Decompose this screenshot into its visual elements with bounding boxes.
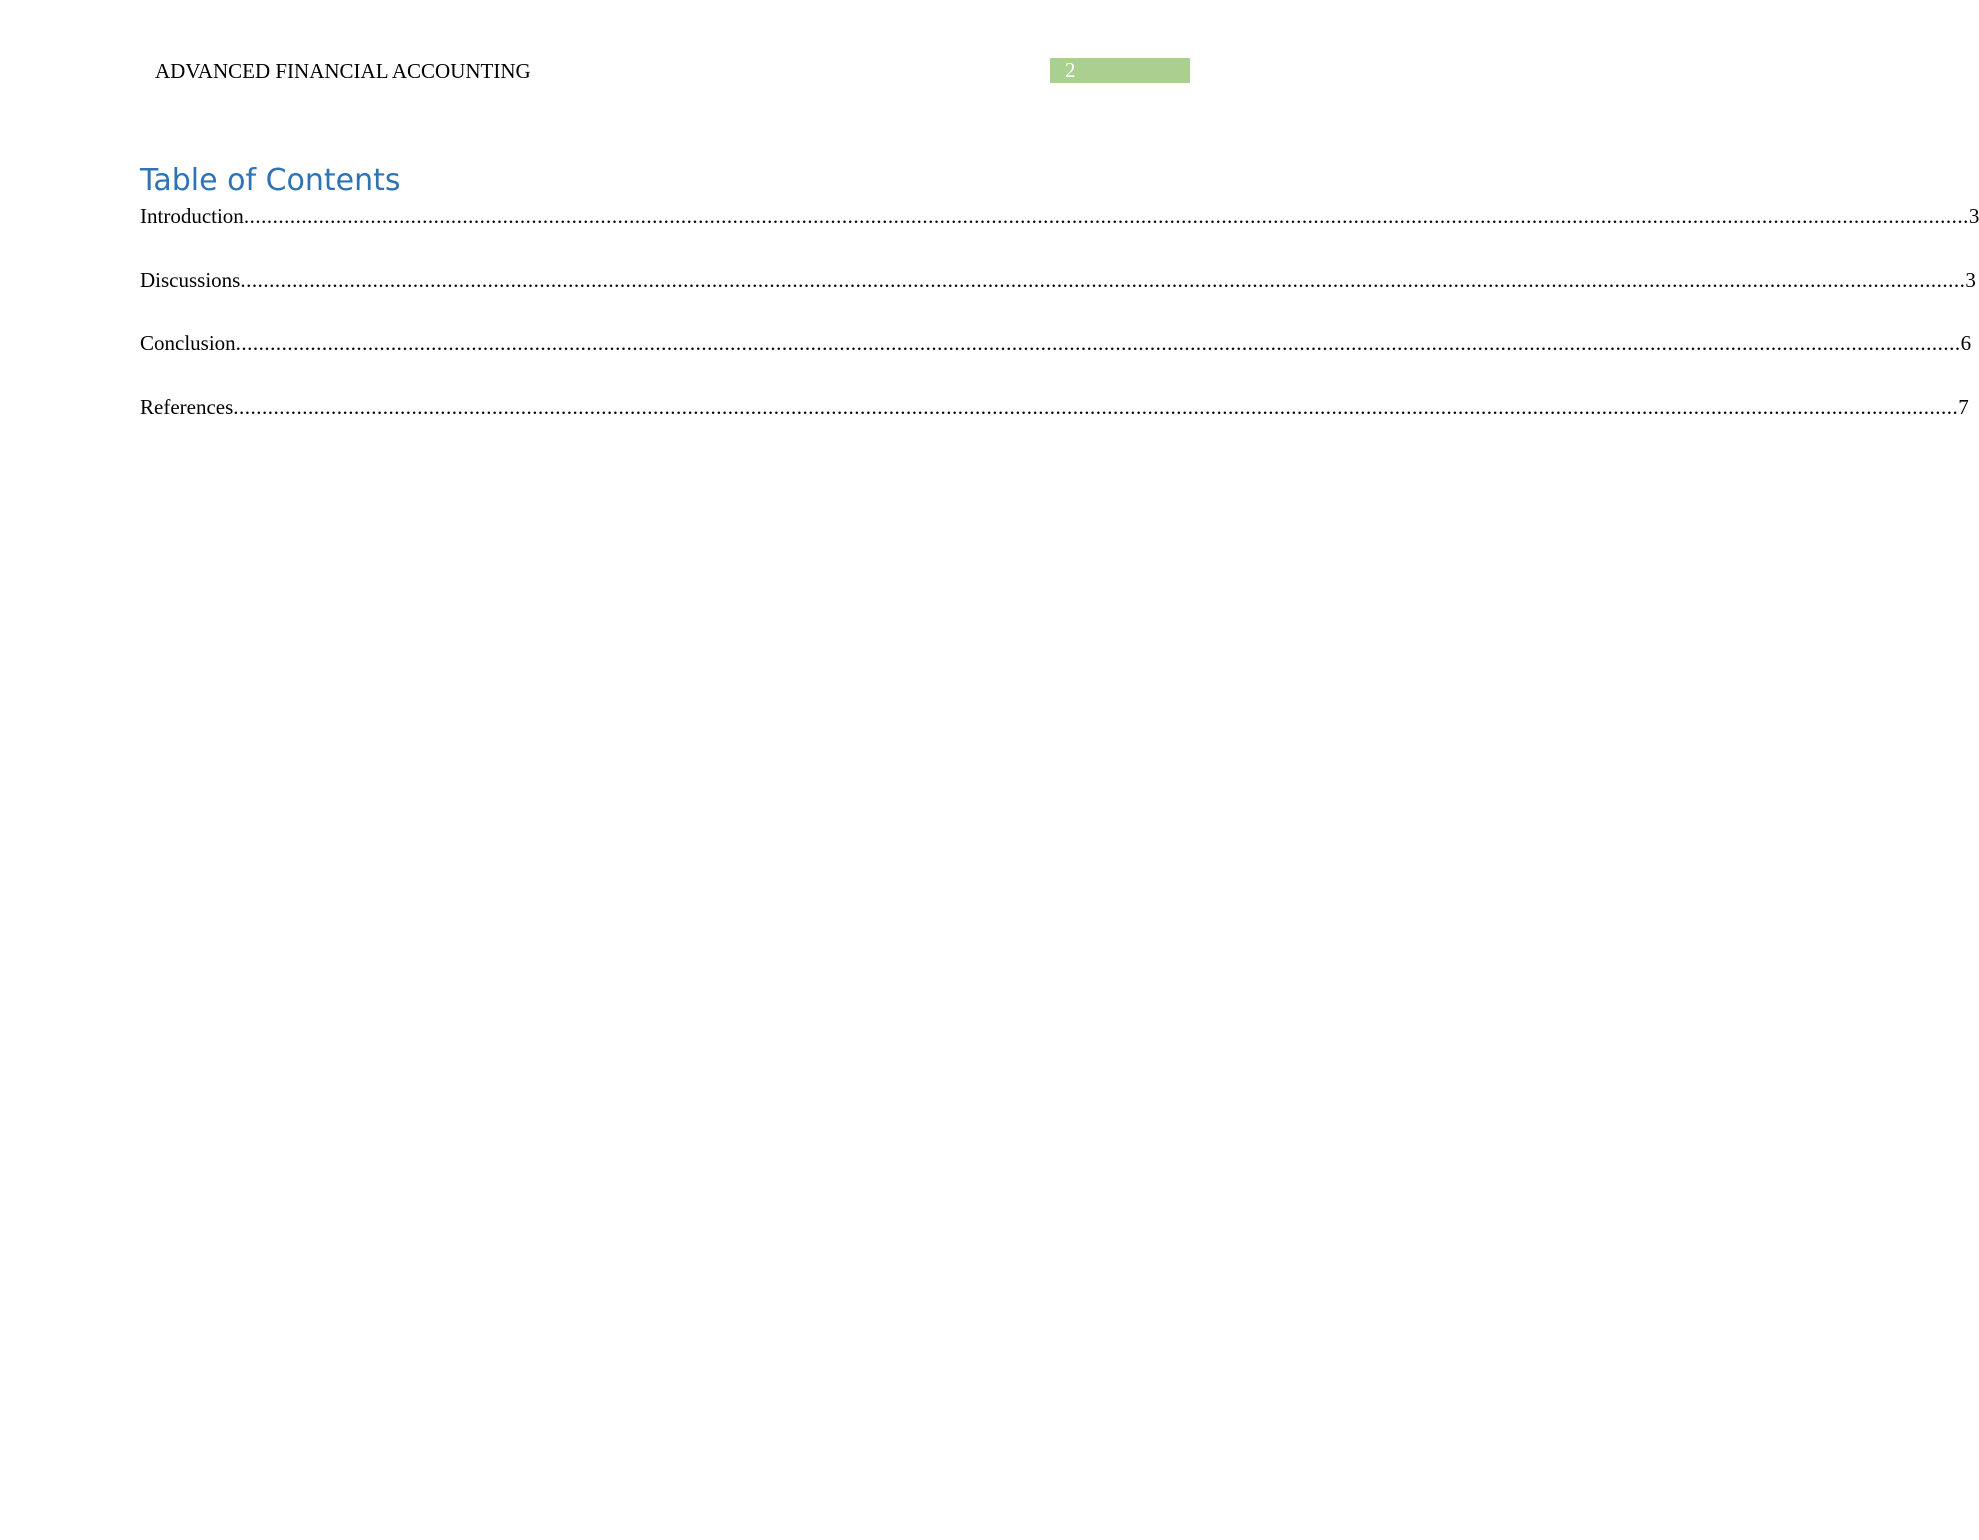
- toc-entry-label: References: [140, 394, 234, 419]
- toc-title: Table of Contents: [140, 163, 401, 198]
- toc-entry-page: 3: [1965, 267, 1976, 292]
- toc-entry-introduction[interactable]: [140, 201, 1979, 265]
- toc-dot-leader: ............................................................................................................................................................................................................................................................................................................: [235, 331, 1961, 355]
- running-head: ADVANCED FINANCIAL ACCOUNTING: [155, 59, 531, 83]
- toc-entry-label: Introduction: [140, 204, 244, 228]
- toc-entry-discussions[interactable]: [140, 265, 1976, 329]
- toc-dot-leader: ............................................................................................................................................................................................................................................................................................................: [243, 204, 1969, 228]
- toc-entry-page: 3: [1968, 204, 1979, 228]
- toc-entry-references[interactable]: [140, 392, 1969, 456]
- toc-dot-leader: ............................................................................................................................................................................................................................................................................................................: [240, 267, 1966, 292]
- page-number: 2: [1065, 58, 1076, 82]
- toc-entry-conclusion[interactable]: [140, 328, 1972, 392]
- toc-entry-label: Discussions: [140, 267, 241, 292]
- page-number-badge: [1050, 58, 1190, 83]
- toc-entry-page: 7: [1958, 394, 1969, 419]
- toc-list: [140, 201, 1979, 455]
- toc-dot-leader: ............................................................................................................................................................................................................................................................................................................: [233, 394, 1959, 419]
- toc-entry-page: 6: [1960, 331, 1972, 355]
- toc-entry-label: Conclusion: [140, 331, 236, 355]
